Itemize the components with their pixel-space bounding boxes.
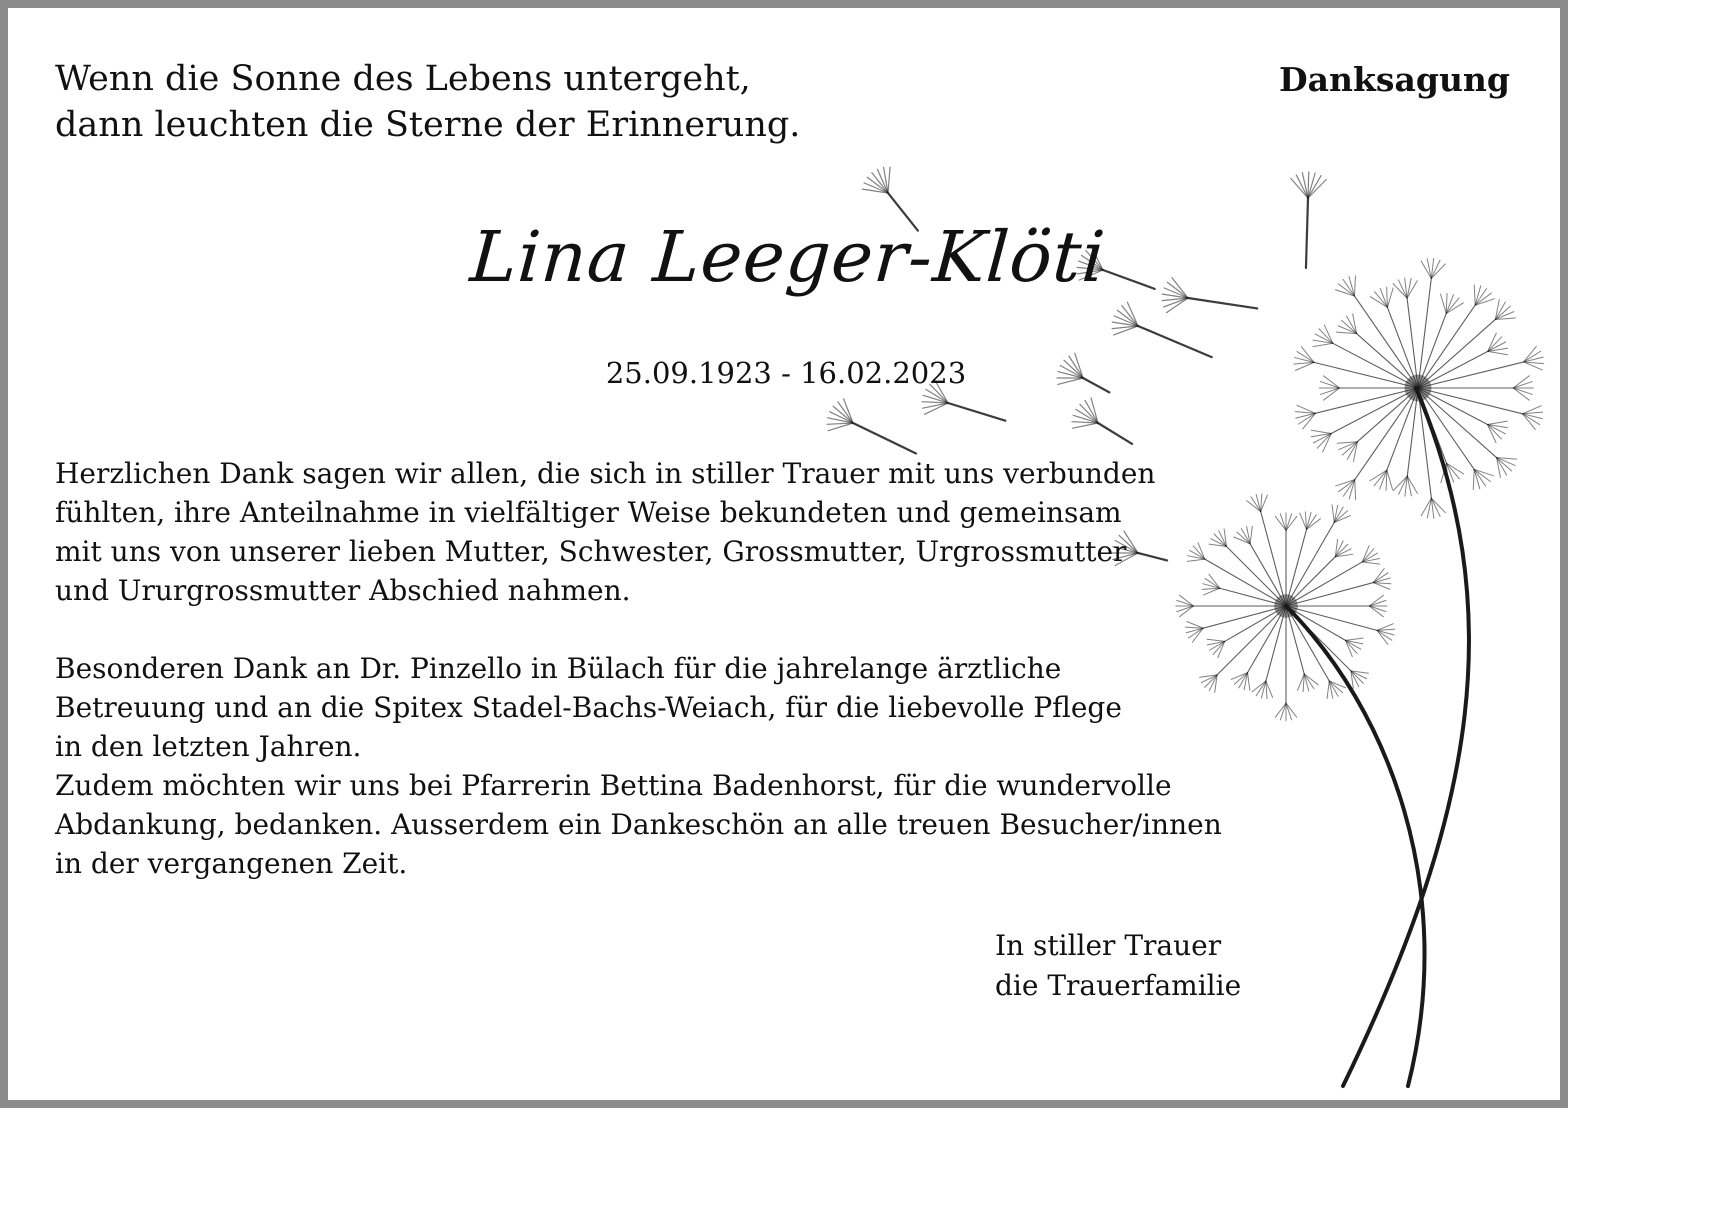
paragraph-pastor-thanks [55, 766, 1222, 883]
text-line: mit uns von unserer lieben Mutter, Schwester, Grossmutter, Urgrossmutter [55, 535, 1127, 568]
paragraph-special-thanks [55, 649, 1222, 766]
text-line: in der vergangenen Zeit. [55, 847, 408, 880]
closing-line-2: die Trauerfamilie [995, 969, 1242, 1002]
text-line: Abdankung, bedanken. Ausserdem ein Dankeschön an alle treuen Besucher/innen [55, 808, 1222, 841]
text-line: in den letzten Jahren. [55, 730, 362, 763]
page-heading: Danksagung [1279, 60, 1510, 99]
text-line: Betreuung und an die Spitex Stadel-Bachs-Weiach, für die liebevolle Pflege [55, 691, 1122, 724]
text-line: Besonderen Dank an Dr. Pinzello in Bülach für die jahrelange ärztliche [55, 652, 1062, 685]
quote-line-2: dann leuchten die Sterne der Erinnerung. [55, 105, 801, 145]
paragraph-thanks-all [55, 454, 1222, 610]
text-line: Zudem möchten wir uns bei Pfarrerin Bettina Badenhorst, für die wundervolle [55, 769, 1172, 802]
text-line: und Ururgrossmutter Abschied nahmen. [55, 574, 631, 607]
life-dates: 25.09.1923 - 16.02.2023 [605, 356, 967, 390]
memorial-quote [55, 56, 800, 148]
text-line: Herzlichen Dank sagen wir allen, die sich in stiller Trauer mit uns verbunden [55, 457, 1156, 490]
thank-you-text [55, 454, 1222, 883]
quote-line-1: Wenn die Sonne des Lebens untergeht, [55, 59, 751, 99]
closing-line-1: In stiller Trauer [995, 929, 1222, 962]
text-line: fühlten, ihre Anteilnahme in vielfältiger Weise bekundeten und gemeinsam [55, 496, 1122, 529]
deceased-name: Lina Leeger-Klöti [467, 216, 1109, 298]
closing-signature [995, 926, 1241, 1006]
